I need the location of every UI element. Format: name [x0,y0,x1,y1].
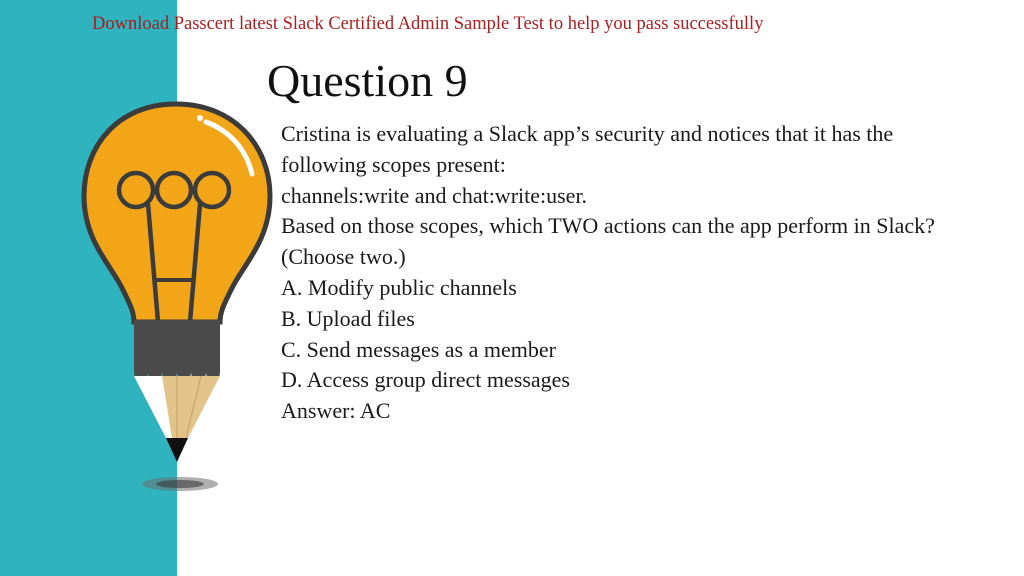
question-content [281,119,1024,427]
answer-line: Answer: AC [281,398,391,424]
question-line: (Choose two.) [281,244,406,270]
header-banner: Download Passcert latest Slack Certified Admin Sample Test to help you pass successfully [92,14,764,34]
question-line: Cristina is evaluating a Slack app’s security and notices that it has the [281,121,894,146]
question-line: channels:write and chat:write:user. [281,182,588,208]
answer-option-d: D. Access group direct messages [281,367,570,393]
answer-option-c: C. Send messages as a member [281,336,556,362]
answer-option-a: A. Modify public channels [281,274,517,300]
question-title: Question 9 [267,55,468,106]
answer-option-b: B. Upload files [281,305,415,331]
question-line: following scopes present: [281,151,506,177]
lightbulb-pencil-icon [76,100,276,500]
question-line: Based on those scopes, which TWO actions can the app perform in Slack? [281,213,935,239]
